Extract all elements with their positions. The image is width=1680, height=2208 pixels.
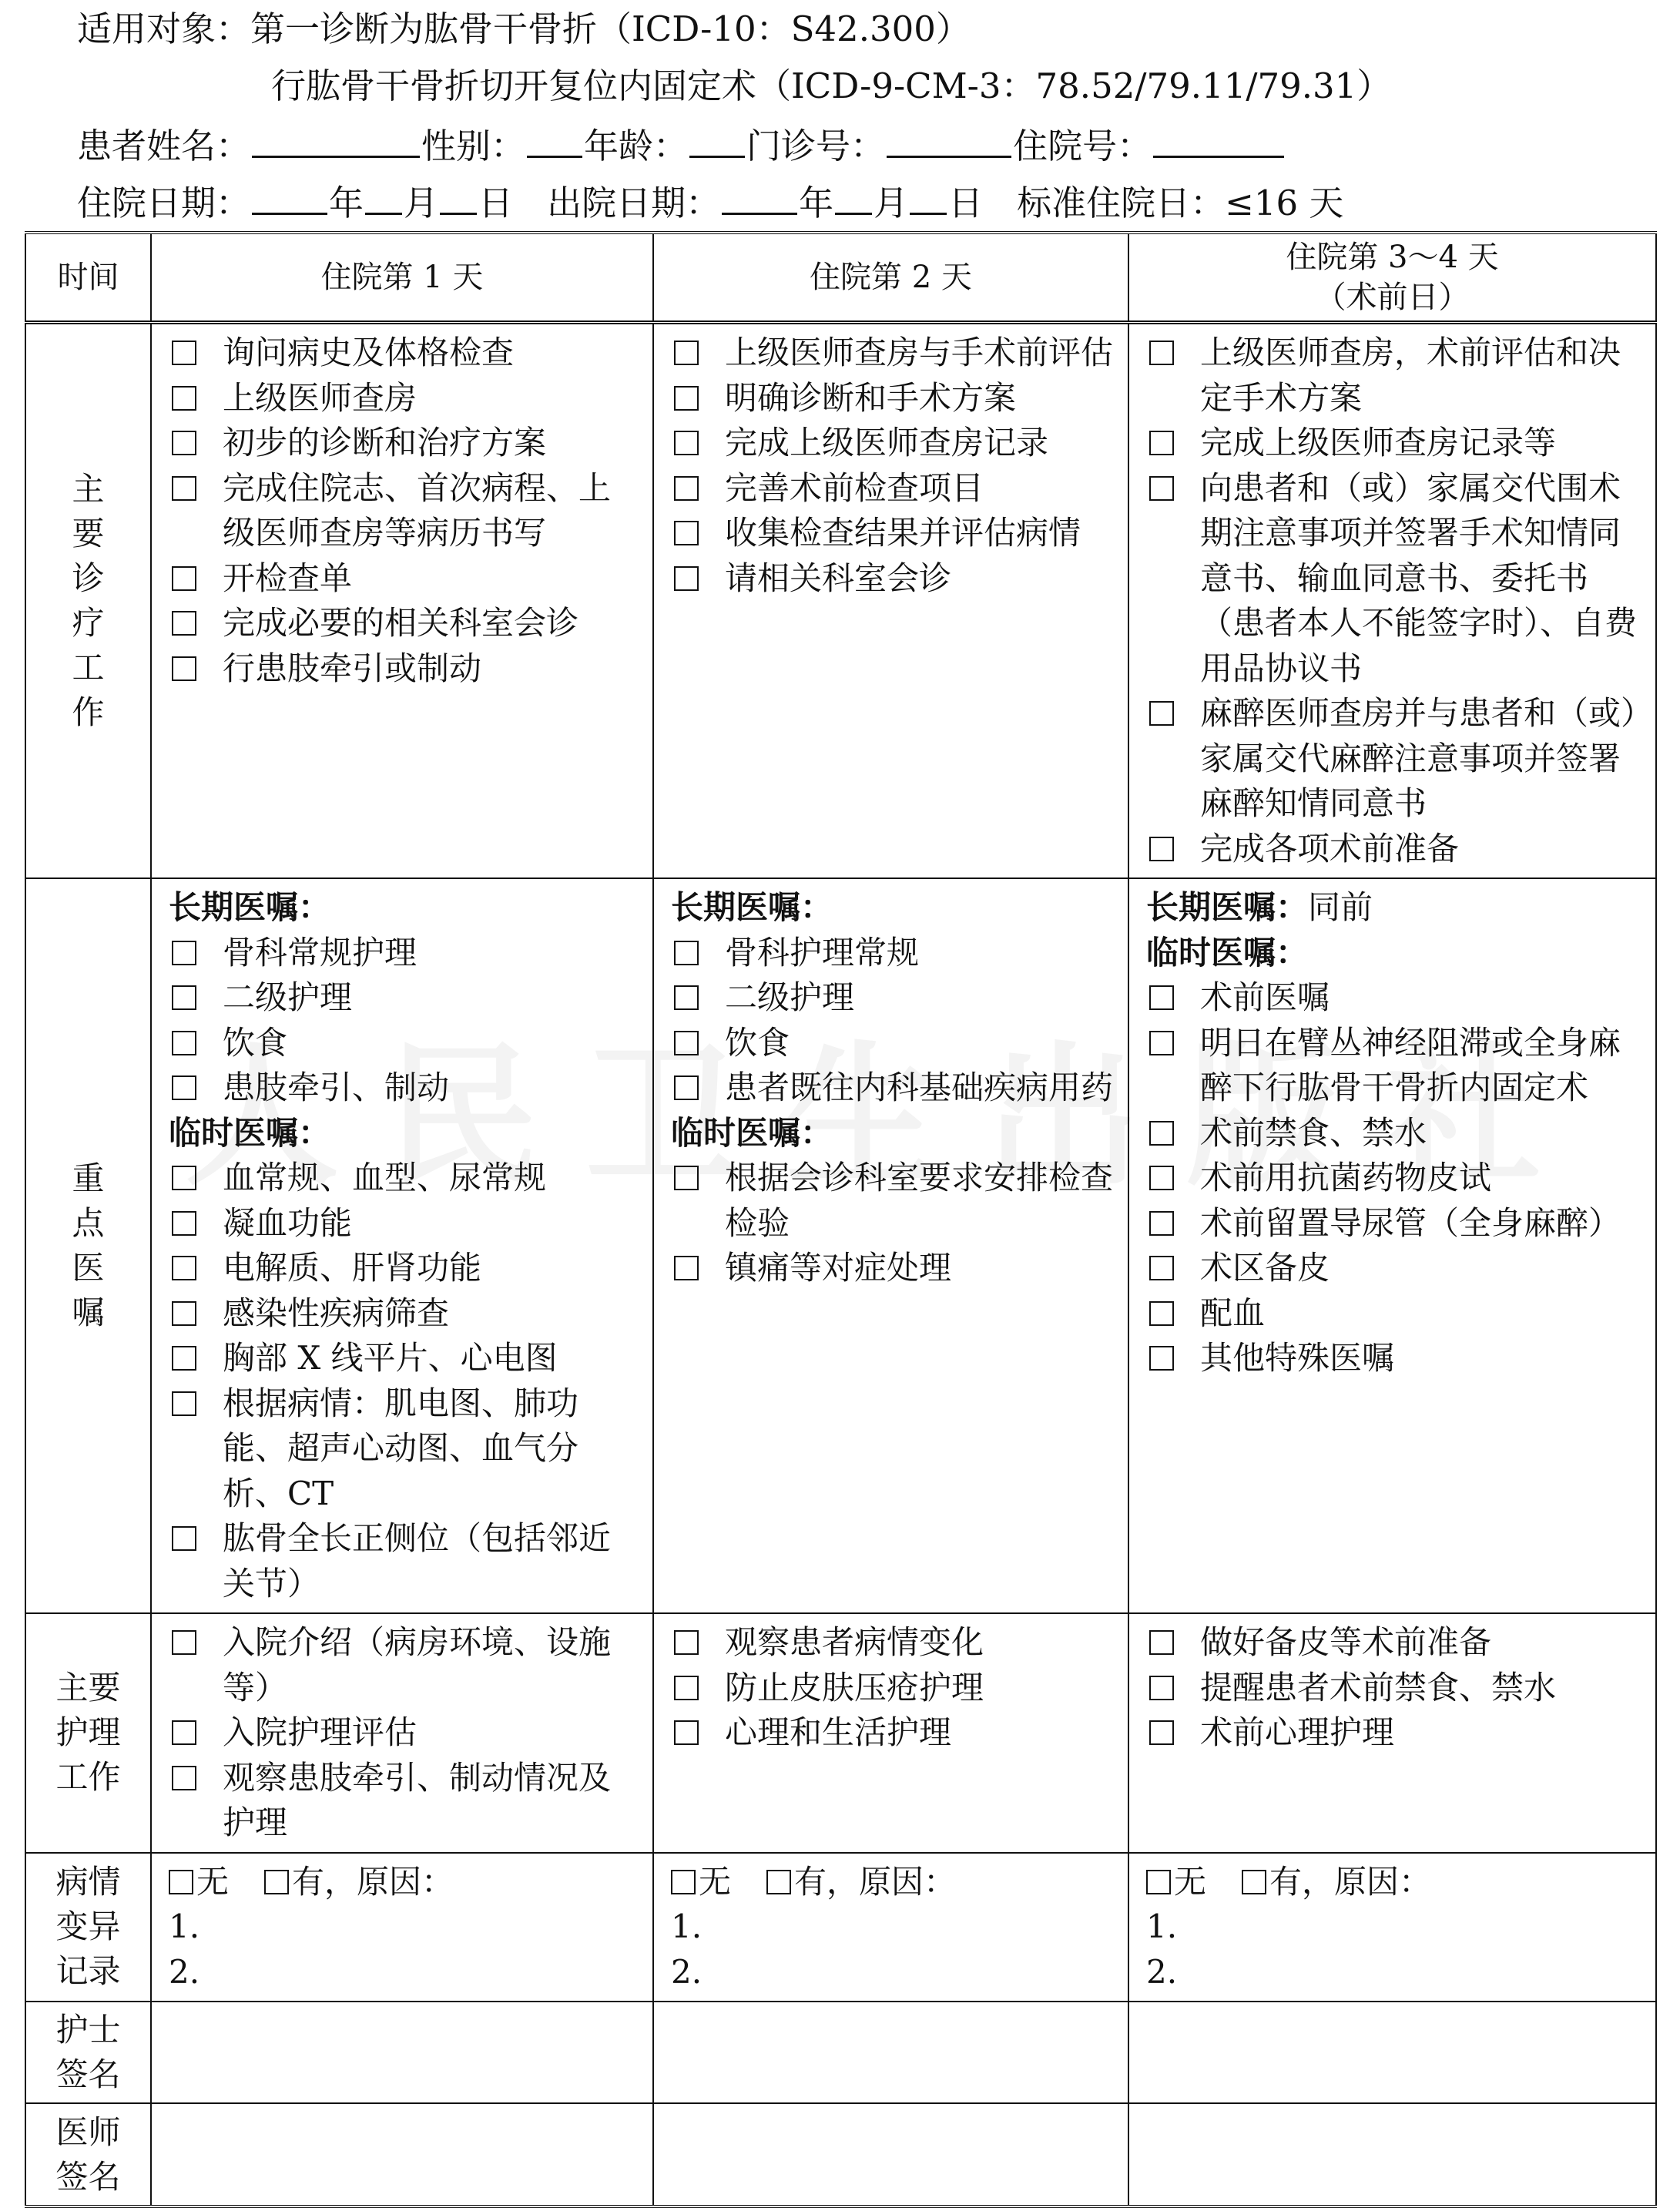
checkbox[interactable] <box>1149 476 1174 501</box>
checklist-item-text: 麻醉医师查房并与患者和（或）家属交代麻醉注意事项并签署麻醉知情同意书 <box>1200 694 1638 822</box>
temporary-orders-heading: 临时医嘱： <box>1146 933 1309 971</box>
checkbox[interactable] <box>674 566 699 591</box>
discharge-day-label: 日 <box>948 183 984 223</box>
checklist-item <box>169 1201 639 1247</box>
main-work-day-2 <box>653 323 1128 879</box>
checklist-item-text: 饮食 <box>725 1023 790 1062</box>
label-char: 重 <box>72 1159 105 1197</box>
checklist-item <box>1146 827 1641 872</box>
has-variation-label: 有，原因： <box>1269 1862 1432 1901</box>
label-line: 签名 <box>55 2157 121 2196</box>
day-3-4-title: 住院第 3～4 天 <box>1286 240 1499 275</box>
admit-month-label: 月 <box>404 183 439 223</box>
checkbox[interactable] <box>172 566 196 591</box>
checklist-item-text: 肱骨全长正侧位（包括邻近关节） <box>223 1519 612 1602</box>
checklist-item <box>1146 691 1641 827</box>
patient-name-label: 患者姓名： <box>77 126 251 166</box>
checkbox[interactable] <box>1149 1121 1174 1146</box>
checklist-item-text: 术前医嘱 <box>1200 978 1330 1016</box>
checklist-item <box>671 556 1114 602</box>
checklist-item-text: 患肢牵引、制动 <box>223 1069 450 1106</box>
orders-day-3-4 <box>1128 878 1656 1613</box>
checklist-item <box>169 646 639 692</box>
checkbox[interactable] <box>1149 1630 1174 1655</box>
variation-reason-1[interactable]: 1. <box>169 1908 200 1945</box>
variation-choice-line <box>1146 1860 1641 1905</box>
nurse-sign-day-1[interactable] <box>151 2002 653 2103</box>
checklist-item-text: 配血 <box>1200 1294 1266 1332</box>
discharge-day-field[interactable] <box>910 179 947 215</box>
checklist-item-text: 感染性疾病筛查 <box>223 1294 450 1332</box>
checklist-item <box>671 1710 1114 1756</box>
label-char: 点 <box>72 1204 105 1242</box>
checklist-item-text: 心理和生活护理 <box>725 1713 952 1751</box>
nurse-sign-row <box>25 2002 1656 2103</box>
checkbox[interactable] <box>1149 837 1174 861</box>
checklist-item-text: 询问病史及体格检查 <box>223 334 515 371</box>
discharge-date-label: 出院日期： <box>547 183 721 223</box>
checklist-item <box>169 1381 639 1517</box>
no-variation-label: 无 <box>1174 1862 1207 1901</box>
discharge-month-label: 月 <box>874 183 909 223</box>
main-work-row <box>25 323 1656 879</box>
label-char: 要 <box>72 515 105 552</box>
checklist-item <box>1146 1156 1641 1201</box>
checklist-item <box>1146 421 1641 466</box>
label-char: 作 <box>72 693 105 731</box>
checkbox[interactable] <box>1149 1301 1174 1326</box>
variation-reason-1[interactable]: 1. <box>671 1908 703 1945</box>
no-variation-label: 无 <box>699 1862 732 1901</box>
checkbox[interactable] <box>674 985 699 1010</box>
long-term-orders-line <box>1146 885 1641 931</box>
checkbox[interactable] <box>674 431 699 455</box>
standard-stay: 标准住院日：≤16 天 <box>1017 183 1344 223</box>
checkbox[interactable] <box>674 476 699 501</box>
patient-name-field[interactable] <box>252 122 420 158</box>
checkbox[interactable] <box>172 1630 196 1655</box>
admit-year-label: 年 <box>329 183 364 223</box>
checkbox[interactable] <box>172 476 196 501</box>
checklist-item-text: 开检查单 <box>223 559 353 597</box>
procedure-text: 行肱骨干骨折切开复位内固定术（ICD-9-CM-3：78.52/79.11/79.31） <box>271 65 1392 106</box>
label-char: 疗 <box>72 604 105 642</box>
checklist-item-text: 完成上级医师查房记录等 <box>1200 424 1557 461</box>
checklist-item <box>671 1620 1114 1666</box>
checkbox[interactable] <box>172 1075 196 1100</box>
checkbox[interactable] <box>674 1676 699 1700</box>
clinical-pathway-table <box>25 231 1657 2208</box>
checkbox[interactable] <box>172 431 196 455</box>
checklist-item-text: 骨科常规护理 <box>223 933 417 971</box>
checklist-item-text: 术前心理护理 <box>1200 1713 1395 1751</box>
checkbox[interactable] <box>172 941 196 965</box>
checklist-item-text: 电解质、肝肾功能 <box>223 1249 482 1287</box>
checklist-item-text: 收集检查结果并评估病情 <box>725 514 1081 552</box>
no-variation-label: 无 <box>196 1862 230 1901</box>
checklist-item <box>671 466 1114 512</box>
discharge-year-label: 年 <box>799 183 834 223</box>
checklist-item <box>1146 1111 1641 1156</box>
checklist-item <box>169 331 639 376</box>
checklist-item <box>1146 466 1641 692</box>
label-line: 签名 <box>55 2055 121 2093</box>
doctor-sign-day-1[interactable] <box>151 2103 653 2206</box>
nursing-day-3-4 <box>1128 1613 1656 1853</box>
checklist-item-text: 做好备皮等术前准备 <box>1200 1623 1492 1661</box>
checklist-item <box>169 421 639 466</box>
checkbox[interactable] <box>1149 985 1174 1010</box>
checklist-item-text: 二级护理 <box>223 978 353 1016</box>
checklist-item <box>169 931 639 976</box>
discharge-month-field[interactable] <box>835 179 872 215</box>
day-3-4-subtitle: （术前日） <box>1315 280 1470 315</box>
checklist-item-text: 二级护理 <box>725 978 855 1016</box>
checklist-item-text: 明确诊断和手术方案 <box>725 378 1017 417</box>
variation-reason-2[interactable]: 2. <box>169 1952 200 1991</box>
checkbox[interactable] <box>172 1526 196 1551</box>
checkbox[interactable] <box>1149 1166 1174 1190</box>
checkbox[interactable] <box>1149 1720 1174 1745</box>
admit-year-field[interactable] <box>252 179 327 215</box>
main-work-day-1 <box>151 323 653 879</box>
checklist-item-text: 完成上级医师查房记录 <box>725 424 1049 461</box>
checklist-item <box>169 1620 639 1710</box>
inpatient-no-field[interactable] <box>1153 122 1284 158</box>
variation-row <box>25 1853 1656 2002</box>
checklist-item <box>169 1021 639 1066</box>
header-day-2 <box>653 233 1128 323</box>
checkbox[interactable] <box>674 1720 699 1745</box>
checkbox[interactable] <box>674 1031 699 1055</box>
checklist-item-text: 完成各项术前准备 <box>1200 829 1460 867</box>
checkbox[interactable] <box>1149 341 1174 365</box>
checklist-item-text: 观察患者病情变化 <box>725 1623 984 1661</box>
checkbox[interactable] <box>1149 1211 1174 1236</box>
checkbox[interactable] <box>674 521 699 545</box>
applicable-label: 适用对象： <box>77 8 251 49</box>
label-line: 记录 <box>55 1952 121 1991</box>
applicable-line-2 <box>271 63 1391 109</box>
orders-row <box>25 878 1656 1613</box>
diagnosis-text: 第一诊断为肱骨干骨折（ICD-10：S42.300） <box>250 8 971 49</box>
temporary-orders-heading: 临时医嘱： <box>169 1113 331 1152</box>
variation-choice-line <box>671 1860 1114 1905</box>
label-line: 护理 <box>55 1713 121 1752</box>
checklist-item-text: 血常规、血型、尿常规 <box>223 1159 547 1196</box>
checklist-item <box>169 1156 639 1201</box>
applicable-line-1 <box>77 6 971 52</box>
discharge-year-field[interactable] <box>722 179 797 215</box>
label-char: 嘱 <box>72 1294 105 1331</box>
has-variation-checkbox[interactable] <box>264 1870 289 1894</box>
checklist-item <box>169 1756 639 1846</box>
checklist-item-text: 术区备皮 <box>1200 1249 1330 1287</box>
checkbox[interactable] <box>674 1075 699 1100</box>
checklist-item <box>169 1065 639 1111</box>
checkbox[interactable] <box>1149 1031 1174 1055</box>
temporary-orders-heading: 临时医嘱： <box>671 1113 833 1152</box>
label-line: 工作 <box>55 1758 121 1797</box>
age-field[interactable] <box>689 122 745 158</box>
checkbox[interactable] <box>172 985 196 1010</box>
checklist-item <box>1146 1291 1641 1337</box>
checkbox[interactable] <box>172 341 196 365</box>
has-variation-label: 有，原因： <box>794 1862 957 1901</box>
inpatient-no-label: 住院号： <box>1013 126 1152 166</box>
checkbox[interactable] <box>172 1256 196 1280</box>
checklist-item <box>1146 1246 1641 1291</box>
checklist-item <box>1146 1336 1641 1381</box>
has-variation-checkbox[interactable] <box>1242 1870 1266 1894</box>
variation-reason-2[interactable]: 2. <box>1146 1952 1178 1991</box>
label-line: 医师 <box>55 2112 121 2151</box>
has-variation-checkbox[interactable] <box>766 1870 791 1894</box>
patient-info-line <box>77 122 1286 169</box>
checklist-item-text: 饮食 <box>223 1023 288 1062</box>
gender-field[interactable] <box>527 122 582 158</box>
header-time: 时间 <box>25 233 151 323</box>
checklist-item <box>169 1246 639 1291</box>
checkbox[interactable] <box>1149 1676 1174 1700</box>
nurse-sign-day-2[interactable] <box>653 2002 1128 2103</box>
checklist-item <box>169 556 639 602</box>
checkbox[interactable] <box>172 1166 196 1190</box>
checklist-item-text: 向患者和（或）家属交代围术期注意事项并签署手术知情同意书、输血同意书、委托书（患者本人不能签字时）、自费用品协议书 <box>1200 468 1638 687</box>
checklist-item-text: 上级医师查房，术前评估和决定手术方案 <box>1200 334 1621 417</box>
checklist-item-text: 请相关科室会诊 <box>725 559 952 597</box>
checkbox[interactable] <box>1149 1346 1174 1371</box>
checklist-item-text: 完成住院志、首次病程、上级医师查房等病历书写 <box>223 468 612 552</box>
day-2-title: 住院第 2 天 <box>810 260 972 295</box>
orders-day-2 <box>653 878 1128 1613</box>
main-work-label <box>25 323 151 879</box>
nurse-sign-label <box>25 2002 151 2103</box>
checklist-item-text: 术前禁食、禁水 <box>1200 1113 1427 1152</box>
checkbox[interactable] <box>172 656 196 681</box>
checklist-item <box>169 601 639 646</box>
checkbox[interactable] <box>674 1630 699 1655</box>
checklist-item-text: 观察患肢牵引、制动情况及护理 <box>223 1758 612 1841</box>
checkbox[interactable] <box>1149 431 1174 455</box>
checklist-item-text: 术前留置导尿管（全身麻醉） <box>1200 1203 1621 1242</box>
dates-line <box>77 179 1343 227</box>
checkbox[interactable] <box>172 1211 196 1236</box>
checklist-item <box>169 376 639 421</box>
orders-day-1 <box>151 878 653 1613</box>
checklist-item-text: 根据病情：肌电图、肺功能、超声心动图、血气分析、CT <box>223 1384 579 1512</box>
checklist-item <box>671 1666 1114 1711</box>
variation-day-2 <box>653 1853 1128 2002</box>
checklist-item <box>169 975 639 1021</box>
checklist-item-text: 防止皮肤压疮护理 <box>725 1668 984 1706</box>
checklist-item <box>169 1516 639 1606</box>
variation-reason-1[interactable]: 1. <box>1146 1908 1178 1945</box>
checklist-item-text: 完成必要的相关科室会诊 <box>223 604 579 642</box>
checklist-item <box>671 931 1114 976</box>
no-variation-checkbox[interactable] <box>671 1870 696 1894</box>
checkbox[interactable] <box>172 1346 196 1371</box>
variation-label <box>25 1853 151 2002</box>
checklist-item-text: 上级医师查房 <box>223 378 417 417</box>
checkbox[interactable] <box>172 1391 196 1416</box>
doctor-sign-day-3-4[interactable] <box>1128 2103 1656 2206</box>
checklist-item <box>671 1065 1114 1111</box>
checklist-item <box>169 1336 639 1381</box>
checkbox[interactable] <box>172 1766 196 1790</box>
checklist-item-text: 其他特殊医嘱 <box>1200 1339 1395 1377</box>
label-line: 主要 <box>55 1669 121 1707</box>
variation-day-1 <box>151 1853 653 2002</box>
label-char: 医 <box>72 1249 105 1287</box>
doctor-sign-day-2[interactable] <box>653 2103 1128 2206</box>
checklist-item <box>1146 1201 1641 1247</box>
checklist-item <box>1146 975 1641 1021</box>
day-1-title: 住院第 1 天 <box>320 260 484 295</box>
nursing-label <box>25 1613 151 1853</box>
checkbox[interactable] <box>172 1301 196 1326</box>
admit-day-field[interactable] <box>440 179 477 215</box>
variation-choice-line <box>169 1860 639 1905</box>
checklist-item <box>1146 1021 1641 1111</box>
checklist-item <box>1146 1620 1641 1666</box>
checklist-item <box>671 376 1114 421</box>
checkbox[interactable] <box>172 1720 196 1745</box>
admit-day-label: 日 <box>478 183 514 223</box>
checklist-item-text: 入院介绍（病房环境、设施等） <box>223 1623 612 1706</box>
checklist-item <box>671 511 1114 556</box>
header-day-1 <box>151 233 653 323</box>
header-day-3-4 <box>1128 233 1656 323</box>
checklist-item-text: 患者既往内科基础疾病用药 <box>725 1069 1114 1106</box>
checkbox[interactable] <box>674 1166 699 1190</box>
orders-label <box>25 878 151 1613</box>
checklist-item <box>671 975 1114 1021</box>
checklist-item-text: 胸部 X 线平片、心电图 <box>223 1339 558 1377</box>
nurse-sign-day-3-4[interactable] <box>1128 2002 1656 2103</box>
outpatient-no-field[interactable] <box>887 122 1011 158</box>
main-work-day-3-4 <box>1128 323 1656 879</box>
long-term-orders-heading: 长期医嘱： <box>1146 888 1309 926</box>
checklist-item-text: 凝血功能 <box>223 1203 353 1242</box>
admit-date-label: 住院日期： <box>77 183 251 223</box>
label-char: 诊 <box>72 559 105 597</box>
checklist-item <box>671 1021 1114 1066</box>
label-line: 变异 <box>55 1908 121 1946</box>
checklist-item-text: 骨科护理常规 <box>725 933 920 971</box>
gender-label: 性别： <box>421 126 526 166</box>
label-char: 主 <box>72 470 105 508</box>
long-term-orders-heading: 长期医嘱： <box>169 888 331 926</box>
checklist-item <box>1146 331 1641 421</box>
age-label: 年龄： <box>584 126 689 166</box>
checklist-item <box>169 466 639 556</box>
doctor-sign-row <box>25 2103 1656 2206</box>
doctor-sign-label <box>25 2103 151 2206</box>
nursing-row <box>25 1613 1656 1853</box>
checklist-item <box>671 331 1114 376</box>
checklist-item-text: 行患肢牵引或制动 <box>223 649 482 687</box>
checklist-item-text: 提醒患者术前禁食、禁水 <box>1200 1668 1557 1706</box>
checklist-item-text: 完善术前检查项目 <box>725 468 984 507</box>
checklist-item-text: 入院护理评估 <box>223 1713 417 1751</box>
checklist-item-text: 术前用抗菌药物皮试 <box>1200 1159 1492 1196</box>
checklist-item <box>169 1710 639 1756</box>
checklist-item <box>671 1246 1114 1291</box>
admit-month-field[interactable] <box>365 179 402 215</box>
checklist-item <box>169 1291 639 1337</box>
long-term-orders-heading: 长期医嘱： <box>671 888 833 926</box>
checklist-item <box>1146 1666 1641 1711</box>
checklist-item <box>1146 1710 1641 1756</box>
variation-reason-2[interactable]: 2. <box>671 1952 703 1991</box>
checkbox[interactable] <box>674 386 699 411</box>
checkbox[interactable] <box>1149 701 1174 726</box>
nursing-day-1 <box>151 1613 653 1853</box>
table-header-row <box>25 233 1656 323</box>
checklist-item-text: 明日在臂丛神经阻滞或全身麻醉下行肱骨干骨折内固定术 <box>1200 1023 1621 1106</box>
label-line: 病情 <box>55 1863 121 1901</box>
checkbox[interactable] <box>674 941 699 965</box>
has-variation-label: 有，原因： <box>292 1862 454 1901</box>
checkbox[interactable] <box>674 1256 699 1280</box>
checklist-item <box>671 1156 1114 1246</box>
checkbox[interactable] <box>1149 1256 1174 1280</box>
checkbox[interactable] <box>172 386 196 411</box>
checklist-item <box>671 421 1114 466</box>
no-variation-checkbox[interactable] <box>169 1870 193 1894</box>
checklist-item-text: 上级医师查房与手术前评估 <box>725 334 1114 371</box>
checkbox[interactable] <box>172 611 196 636</box>
checklist-item-text: 根据会诊科室要求安排检查检验 <box>725 1159 1114 1242</box>
no-variation-checkbox[interactable] <box>1146 1870 1171 1894</box>
label-char: 工 <box>72 649 105 686</box>
outpatient-no-label: 门诊号： <box>746 126 886 166</box>
checklist-item-text: 镇痛等对症处理 <box>725 1249 952 1287</box>
same-as-before: 同前 <box>1308 888 1373 926</box>
label-line: 护士 <box>55 2011 121 2049</box>
checklist-item-text: 初步的诊断和治疗方案 <box>223 424 547 461</box>
checkbox[interactable] <box>674 341 699 365</box>
nursing-day-2 <box>653 1613 1128 1853</box>
variation-day-3-4 <box>1128 1853 1656 2002</box>
checkbox[interactable] <box>172 1031 196 1055</box>
